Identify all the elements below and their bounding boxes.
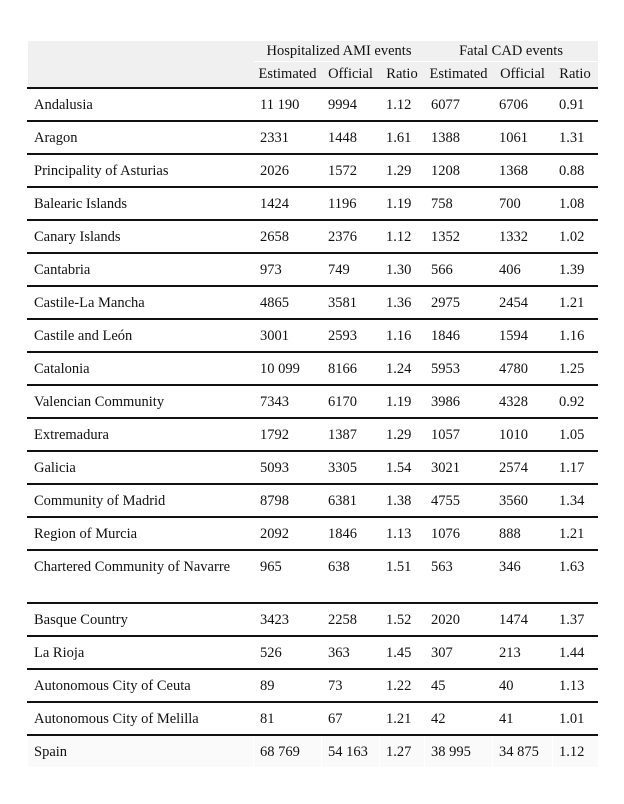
cad-estimated-cell: 3021 (425, 451, 493, 484)
region-cell: Basque Country (28, 603, 254, 636)
ami-official-cell: 638 (322, 550, 380, 603)
cad-ratio-cell: 1.16 (553, 319, 598, 352)
region-cell: Galicia (28, 451, 254, 484)
region-cell: Autonomous City of Ceuta (28, 669, 254, 702)
region-cell: Extremadura (28, 418, 254, 451)
ami-estimated-cell: 5093 (254, 451, 322, 484)
ami-ratio-cell: 1.54 (380, 451, 425, 484)
region-cell: Andalusia (28, 88, 254, 121)
table-row (28, 451, 598, 484)
ami-ratio-cell: 1.29 (380, 154, 425, 187)
cad-ratio-cell: 1.13 (553, 669, 598, 702)
region-cell: Region of Murcia (28, 517, 254, 550)
col-header-ami-official: Official (322, 62, 380, 89)
region-cell: Balearic Islands (28, 187, 254, 220)
cad-estimated-cell: 3986 (425, 385, 493, 418)
cad-ratio-cell: 1.02 (553, 220, 598, 253)
cad-ratio-cell: 1.21 (553, 286, 598, 319)
col-header-cad-ratio: Ratio (553, 62, 598, 89)
cad-official-cell: 888 (493, 517, 553, 550)
region-cell: Catalonia (28, 352, 254, 385)
cad-estimated-cell: 1076 (425, 517, 493, 550)
cad-estimated-cell: 45 (425, 669, 493, 702)
table-row (28, 636, 598, 669)
region-cell: Community of Madrid (28, 484, 254, 517)
region-cell: Chartered Community of Navarre (28, 550, 254, 603)
region-cell: Autonomous City of Melilla (28, 702, 254, 735)
cad-official-cell: 4328 (493, 385, 553, 418)
region-cell: Castile-La Mancha (28, 286, 254, 319)
cad-ratio-cell: 1.12 (553, 735, 598, 767)
header-group-row (28, 41, 598, 62)
cad-estimated-cell: 1208 (425, 154, 493, 187)
cad-ratio-cell: 1.17 (553, 451, 598, 484)
table-row (28, 154, 598, 187)
ami-estimated-cell: 2658 (254, 220, 322, 253)
cad-estimated-cell: 2020 (425, 603, 493, 636)
ami-official-cell: 9994 (322, 88, 380, 121)
ami-estimated-cell: 2331 (254, 121, 322, 154)
table-row (28, 517, 598, 550)
cad-official-cell: 1368 (493, 154, 553, 187)
cad-official-cell: 3560 (493, 484, 553, 517)
group-header-ami: Hospitalized AMI events (254, 41, 425, 62)
ami-official-cell: 6381 (322, 484, 380, 517)
ami-official-cell: 6170 (322, 385, 380, 418)
ami-estimated-cell: 89 (254, 669, 322, 702)
table-row (28, 88, 598, 121)
region-cell: Cantabria (28, 253, 254, 286)
cad-ratio-cell: 1.39 (553, 253, 598, 286)
cad-estimated-cell: 2975 (425, 286, 493, 319)
table-row (28, 603, 598, 636)
cad-ratio-cell: 1.25 (553, 352, 598, 385)
region-cell: La Rioja (28, 636, 254, 669)
ami-official-cell: 1387 (322, 418, 380, 451)
cad-official-cell: 4780 (493, 352, 553, 385)
cad-ratio-cell: 1.01 (553, 702, 598, 735)
table-body (28, 88, 598, 767)
ami-estimated-cell: 7343 (254, 385, 322, 418)
cad-official-cell: 346 (493, 550, 553, 603)
cad-ratio-cell: 0.88 (553, 154, 598, 187)
ami-ratio-cell: 1.12 (380, 220, 425, 253)
ami-estimated-cell: 11 190 (254, 88, 322, 121)
ami-official-cell: 1196 (322, 187, 380, 220)
table-row (28, 385, 598, 418)
cad-estimated-cell: 307 (425, 636, 493, 669)
table-row (28, 319, 598, 352)
region-cell: Valencian Community (28, 385, 254, 418)
table-row (28, 352, 598, 385)
cad-official-cell: 2574 (493, 451, 553, 484)
cad-ratio-cell: 1.31 (553, 121, 598, 154)
table-row (28, 220, 598, 253)
region-cell: Spain (28, 735, 254, 767)
ami-official-cell: 3305 (322, 451, 380, 484)
cad-official-cell: 406 (493, 253, 553, 286)
cad-ratio-cell: 1.37 (553, 603, 598, 636)
ami-estimated-cell: 3001 (254, 319, 322, 352)
cad-official-cell: 1010 (493, 418, 553, 451)
ami-ratio-cell: 1.61 (380, 121, 425, 154)
cad-ratio-cell: 0.92 (553, 385, 598, 418)
ami-ratio-cell: 1.24 (380, 352, 425, 385)
ami-estimated-cell: 2092 (254, 517, 322, 550)
ami-estimated-cell: 81 (254, 702, 322, 735)
cad-official-cell: 41 (493, 702, 553, 735)
ami-ratio-cell: 1.30 (380, 253, 425, 286)
ami-ratio-cell: 1.19 (380, 187, 425, 220)
cad-estimated-cell: 1388 (425, 121, 493, 154)
cad-ratio-cell: 1.44 (553, 636, 598, 669)
table-header (28, 41, 598, 88)
cad-estimated-cell: 42 (425, 702, 493, 735)
ami-official-cell: 2593 (322, 319, 380, 352)
cad-ratio-cell: 1.05 (553, 418, 598, 451)
ami-estimated-cell: 2026 (254, 154, 322, 187)
table-row (28, 286, 598, 319)
cad-ratio-cell: 1.21 (553, 517, 598, 550)
cad-official-cell: 6706 (493, 88, 553, 121)
ami-estimated-cell: 3423 (254, 603, 322, 636)
ami-ratio-cell: 1.27 (380, 735, 425, 767)
ami-official-cell: 54 163 (322, 735, 380, 767)
table-row (28, 253, 598, 286)
ami-ratio-cell: 1.38 (380, 484, 425, 517)
cad-estimated-cell: 563 (425, 550, 493, 603)
cad-official-cell: 1061 (493, 121, 553, 154)
ami-official-cell: 73 (322, 669, 380, 702)
region-header-cell (28, 41, 254, 88)
cad-estimated-cell: 38 995 (425, 735, 493, 767)
col-header-ami-estimated: Estimated (254, 62, 322, 89)
table-row (28, 418, 598, 451)
cad-ratio-cell: 0.91 (553, 88, 598, 121)
ami-ratio-cell: 1.52 (380, 603, 425, 636)
ami-ratio-cell: 1.13 (380, 517, 425, 550)
ami-estimated-cell: 8798 (254, 484, 322, 517)
ami-ratio-cell: 1.12 (380, 88, 425, 121)
cad-estimated-cell: 1352 (425, 220, 493, 253)
cad-estimated-cell: 1846 (425, 319, 493, 352)
table-row (28, 550, 598, 603)
region-cell: Canary Islands (28, 220, 254, 253)
ami-ratio-cell: 1.51 (380, 550, 425, 603)
ami-estimated-cell: 68 769 (254, 735, 322, 767)
ami-ratio-cell: 1.45 (380, 636, 425, 669)
cad-official-cell: 34 875 (493, 735, 553, 767)
ami-official-cell: 363 (322, 636, 380, 669)
cad-official-cell: 1594 (493, 319, 553, 352)
cad-estimated-cell: 566 (425, 253, 493, 286)
ami-official-cell: 8166 (322, 352, 380, 385)
region-cell: Principality of Asturias (28, 154, 254, 187)
ami-official-cell: 1572 (322, 154, 380, 187)
ami-estimated-cell: 1792 (254, 418, 322, 451)
ami-estimated-cell: 10 099 (254, 352, 322, 385)
ami-ratio-cell: 1.19 (380, 385, 425, 418)
ami-official-cell: 3581 (322, 286, 380, 319)
table-row (28, 484, 598, 517)
ami-ratio-cell: 1.21 (380, 702, 425, 735)
cad-ratio-cell: 1.63 (553, 550, 598, 603)
region-cell: Aragon (28, 121, 254, 154)
ami-official-cell: 749 (322, 253, 380, 286)
cad-official-cell: 1474 (493, 603, 553, 636)
cad-estimated-cell: 1057 (425, 418, 493, 451)
table-row (28, 121, 598, 154)
ami-ratio-cell: 1.36 (380, 286, 425, 319)
table-row (28, 669, 598, 702)
cad-ratio-cell: 1.34 (553, 484, 598, 517)
ami-estimated-cell: 973 (254, 253, 322, 286)
table-row (28, 187, 598, 220)
ami-official-cell: 2376 (322, 220, 380, 253)
ami-official-cell: 1846 (322, 517, 380, 550)
group-header-cad: Fatal CAD events (425, 41, 598, 62)
ami-official-cell: 2258 (322, 603, 380, 636)
col-header-ami-ratio: Ratio (380, 62, 425, 89)
cad-official-cell: 40 (493, 669, 553, 702)
ami-ratio-cell: 1.22 (380, 669, 425, 702)
table-total-row (28, 735, 598, 767)
ami-estimated-cell: 965 (254, 550, 322, 603)
cad-official-cell: 213 (493, 636, 553, 669)
cad-estimated-cell: 4755 (425, 484, 493, 517)
ami-ratio-cell: 1.29 (380, 418, 425, 451)
regional-events-table (27, 41, 598, 767)
cad-official-cell: 2454 (493, 286, 553, 319)
cad-official-cell: 1332 (493, 220, 553, 253)
ami-estimated-cell: 4865 (254, 286, 322, 319)
region-cell: Castile and León (28, 319, 254, 352)
ami-estimated-cell: 526 (254, 636, 322, 669)
cad-estimated-cell: 758 (425, 187, 493, 220)
col-header-cad-official: Official (493, 62, 553, 89)
cad-ratio-cell: 1.08 (553, 187, 598, 220)
ami-estimated-cell: 1424 (254, 187, 322, 220)
col-header-cad-estimated: Estimated (425, 62, 493, 89)
cad-estimated-cell: 5953 (425, 352, 493, 385)
ami-official-cell: 1448 (322, 121, 380, 154)
cad-official-cell: 700 (493, 187, 553, 220)
cad-estimated-cell: 6077 (425, 88, 493, 121)
ami-ratio-cell: 1.16 (380, 319, 425, 352)
ami-official-cell: 67 (322, 702, 380, 735)
table-row (28, 702, 598, 735)
